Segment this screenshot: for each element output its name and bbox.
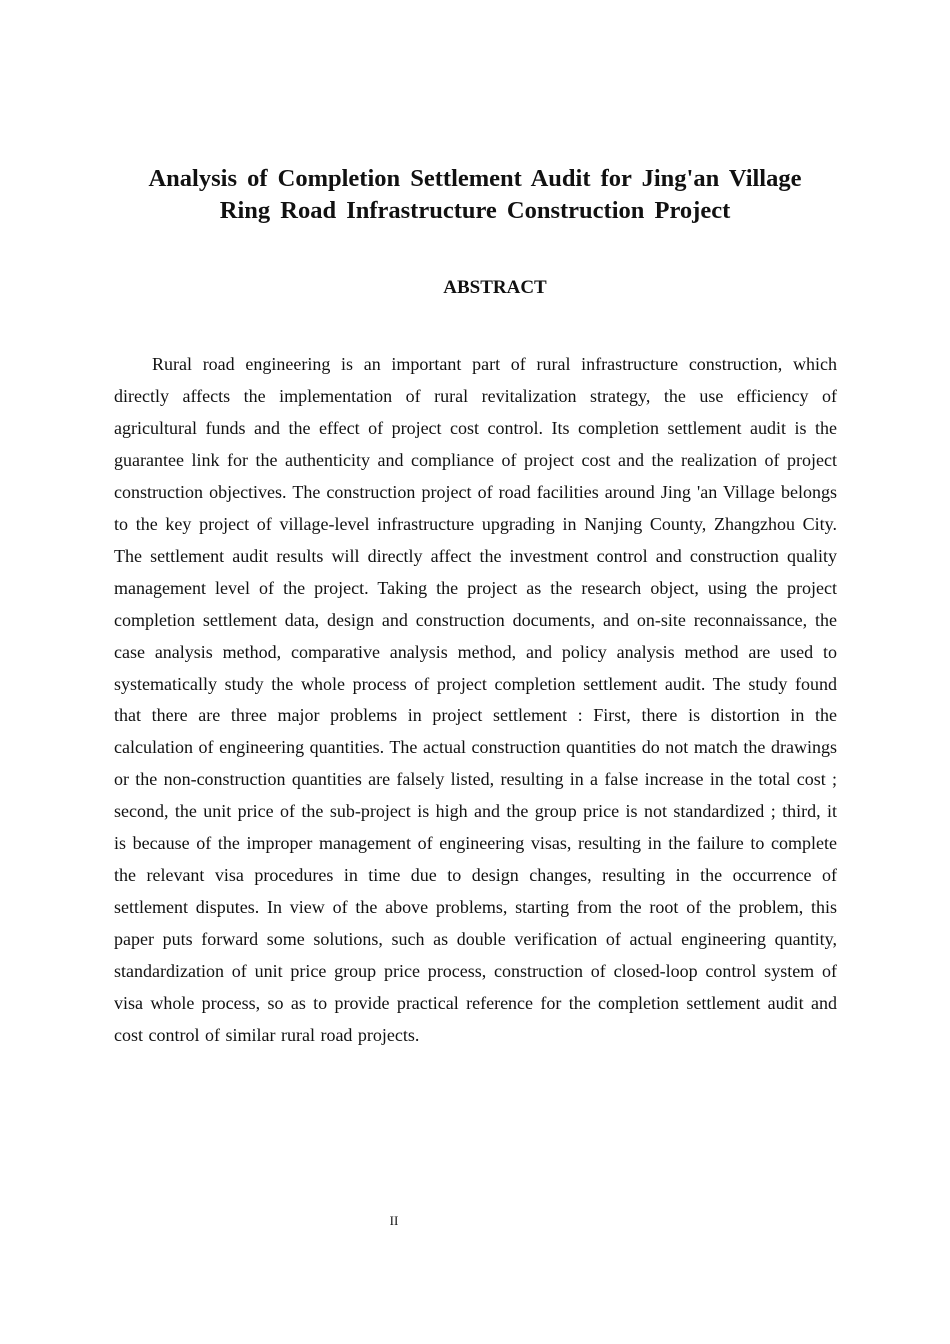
paper-title [112,163,838,227]
abstract-heading: ABSTRACT [443,277,547,298]
paper-title-line-1: Analysis of Completion Settlement Audit for Jing'an Village [148,165,802,192]
page-number: II [389,1213,399,1228]
abstract-paragraph: Rural road engineering is an important part of rural infrastructure construction, which directly affects the implementation of rural revitalization strategy, the use efficiency of agricultural funds and the effect of project cost control. Its completion settlement audit is the guarantee link for the authenticity and compliance of project cost and the realization of project construction objectives. The construction project of road facilities around Jing 'an Village belongs to the key project of village-level infrastructure upgrading in Nanjing County, Zhangzhou City. The settlement audit results will directly affect the investment control and construction quality management level of the project. Taking the project as the research object, using the project completion settlement data, design and construction documents, and on-site reconnaissance, the case analysis method, comparative analysis method, and policy analysis method are used to systematically study the whole process of project completion settlement audit. The study found that there are three major problems in project settlement : First, there is distortion in the calculation of engineering quantities. The actual construction quantities do not match the drawings or the non-construction quantities are falsely listed, resulting in a false increase in the total cost ; second, the unit price of the sub-project is high and the group price is not standardized ; third, it is because of the improper management of engineering visas, resulting in the failure to complete the relevant visa procedures in time due to design changes, resulting in the occurrence of settlement disputes. In view of the above problems, starting from the root of the problem, this paper puts forward some solutions, such as double verification of actual engineering quantity, standardization of unit price group price process, construction of closed-loop control system of visa whole process, so as to provide practical reference for the completion settlement audit and cost control of similar rural road projects. [114,354,837,1046]
paper-title-line-2: Ring Road Infrastructure Construction Project [219,197,731,224]
